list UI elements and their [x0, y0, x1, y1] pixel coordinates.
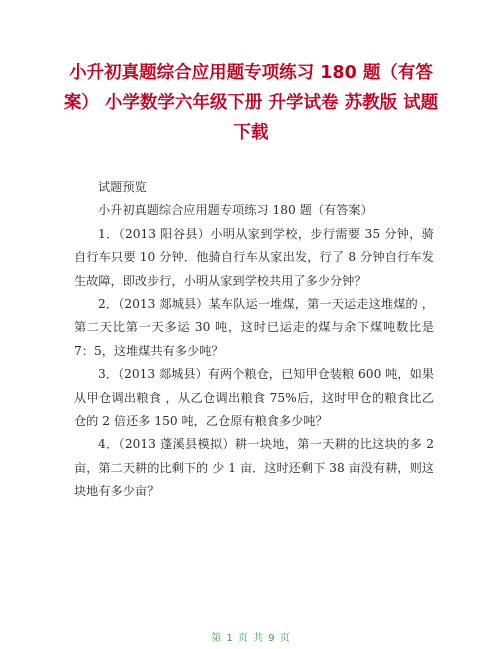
- question-2: 2．（2013 郯城县）某车队运一堆煤，第一天运走这堆煤的 ，第二天比第一天多运 30 吨，这时已运走的煤与余下煤吨数比是 7：5，这堆煤共有多少吨？: [74, 297, 434, 358]
- document-body: [74, 176, 434, 504]
- page-footer: 第 1 页 共 9 页: [211, 633, 291, 644]
- document-subtitle: 小升初真题综合应用题专项练习 180 题（有答案）: [98, 203, 373, 218]
- question-4: 4．（2013 蓬溪县模拟）耕一块地，第一天耕的比这块的多 2 亩，第二天耕的比剩下的 少 1 亩．这时还剩下 38 亩没有耕，则这块地有多少亩？: [74, 437, 434, 499]
- question-3: 3．（2013 郯城县）有两个粮仓，已知甲仓装粮 600 吨，如果从甲仓调出粮食 ，从乙仓调出粮食 75%后，这时甲仓的粮食比乙仓的 2 倍还多 150 吨，乙仓原有粮食多少吨？: [74, 367, 434, 429]
- question-1: 1．（2013 阳谷县）小明从家到学校，步行需要 35 分钟，骑自行车只要 10 分钟．他骑自行车从家出发，行了 8 分钟自行车发生故障，即改步行，小明从家到学校共用了多少分钟？: [74, 226, 434, 288]
- document-title: 小升初真题综合应用题专项练习 180 题（有答案） 小学数学六年级下册 升学试卷 苏教版 试题下载: [63, 63, 439, 143]
- preview-label: 试题预览: [98, 180, 147, 194]
